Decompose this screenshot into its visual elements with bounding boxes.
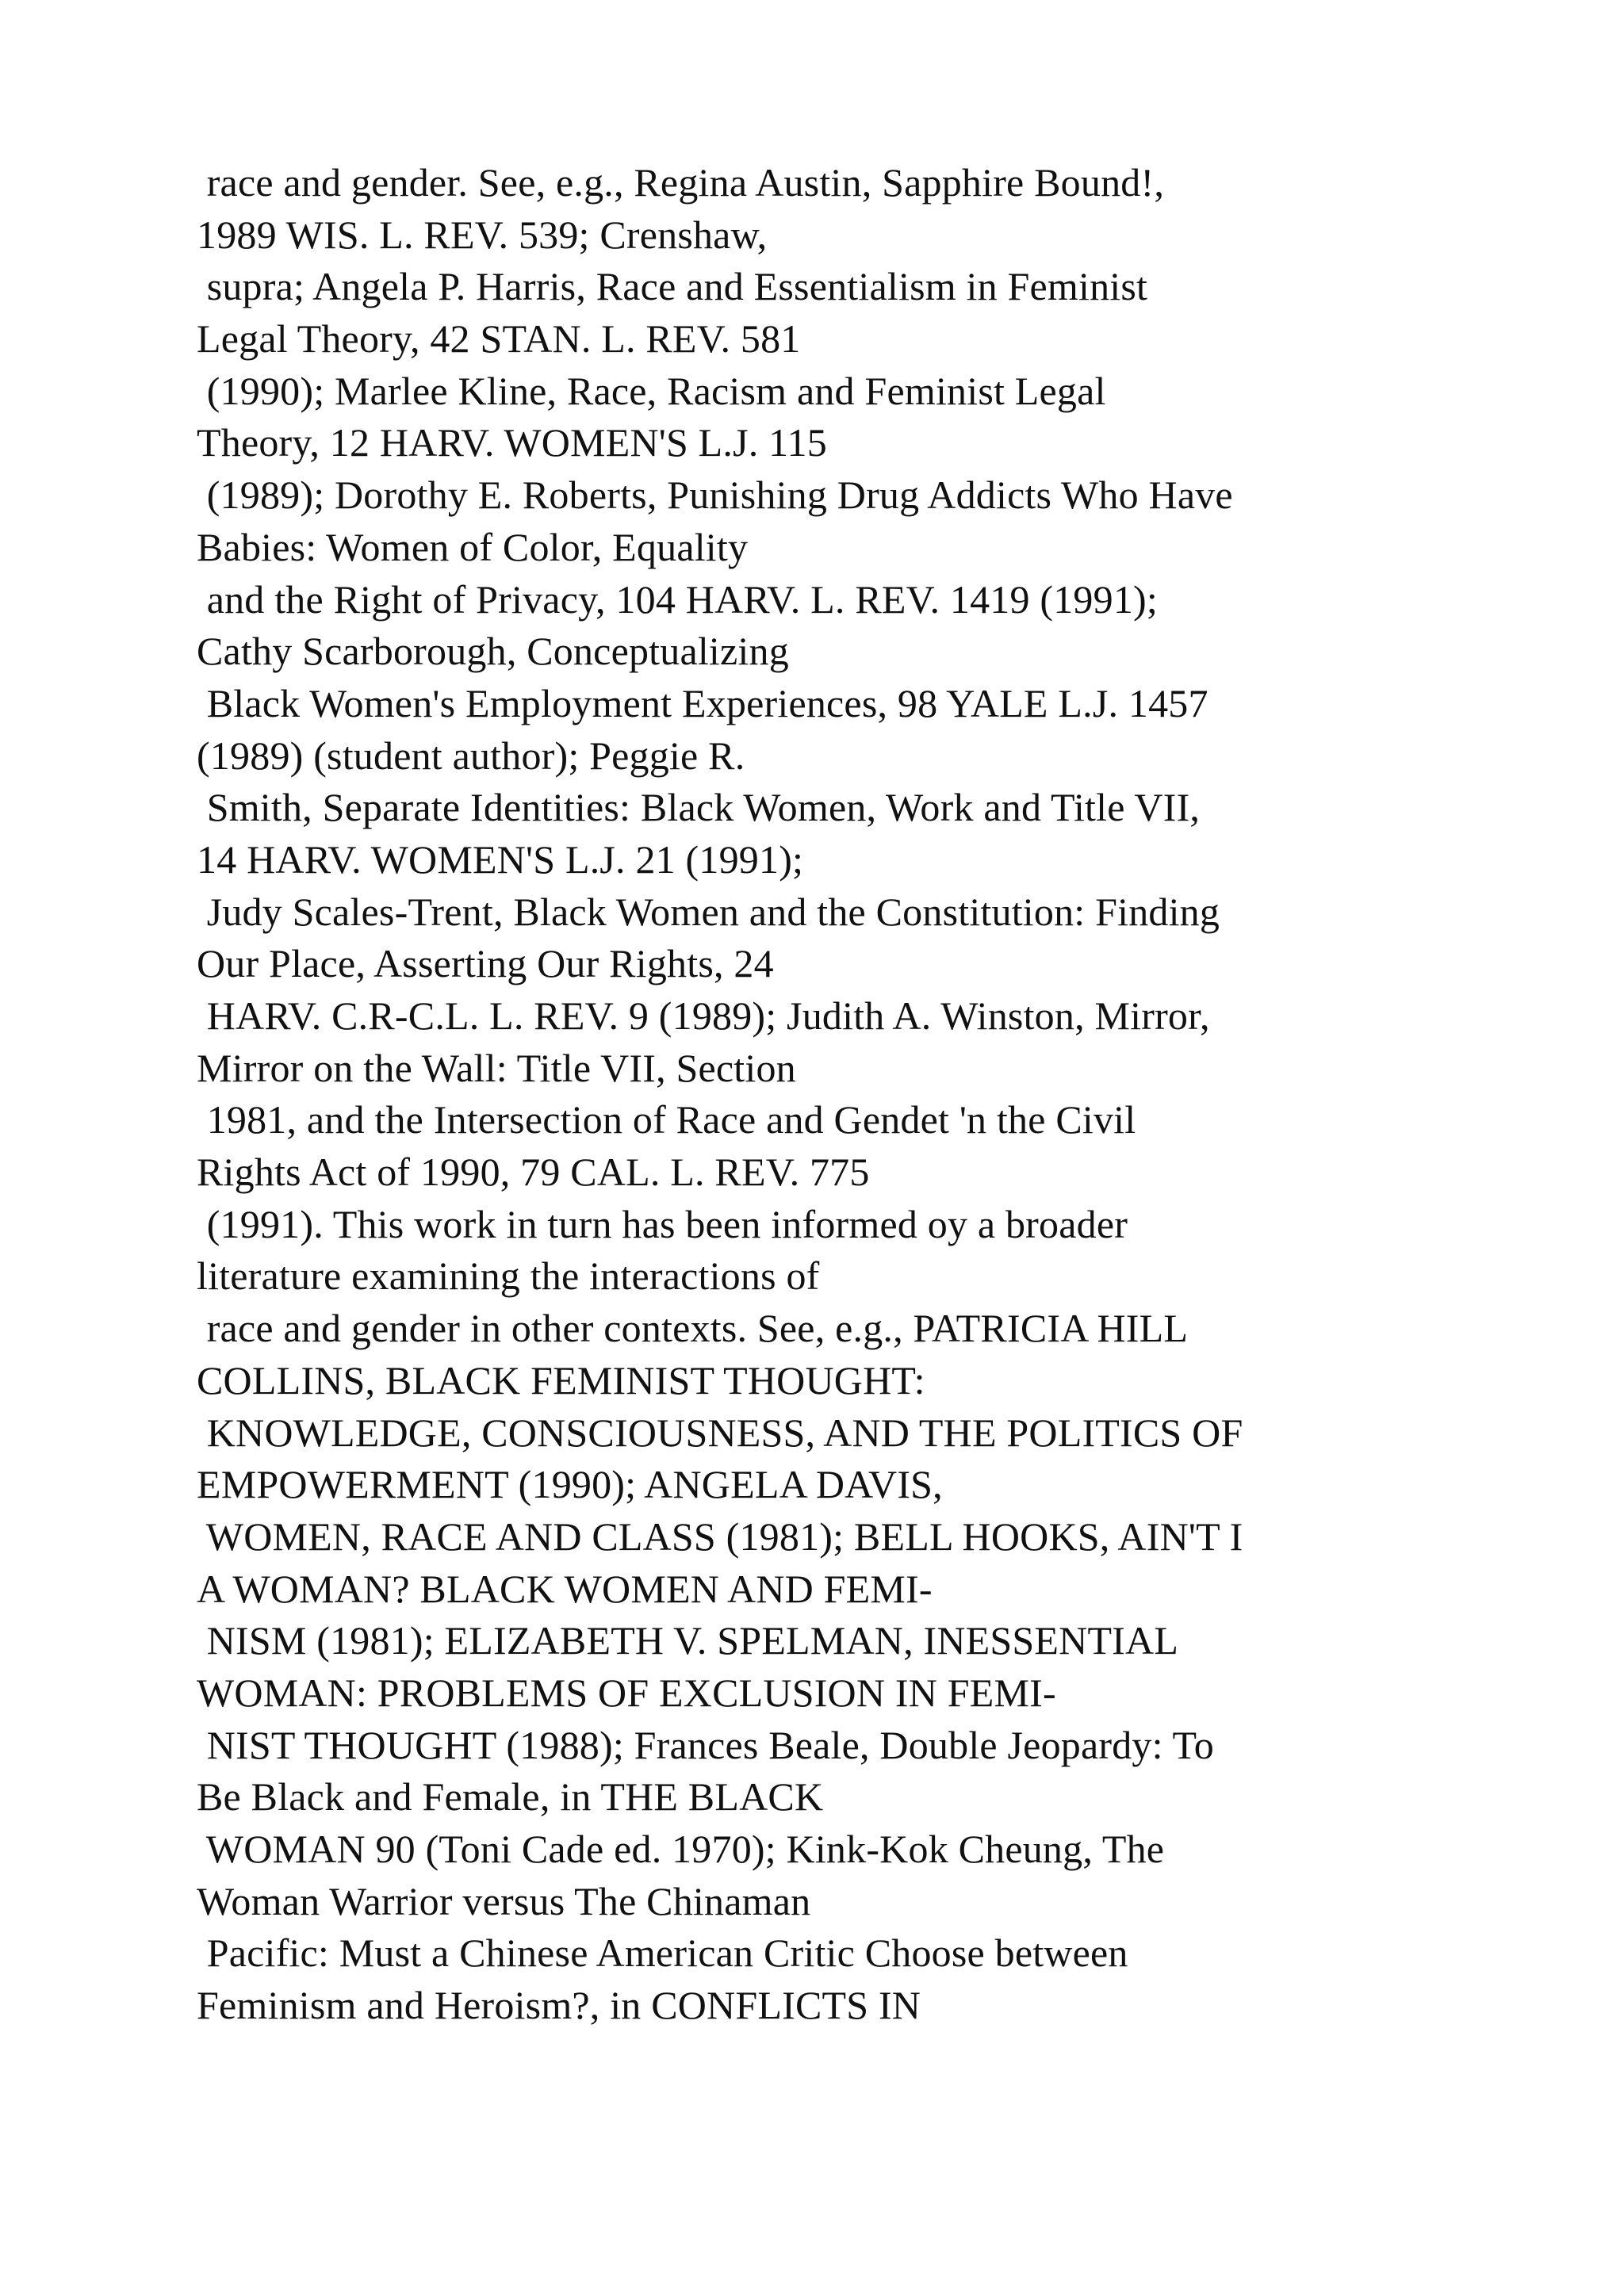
text-line: 1981, and the Intersection of Race and Gendet 'n the Civil xyxy=(197,1097,1136,1142)
text-line: race and gender. See, e.g., Regina Austin, Sapphire Bound!, xyxy=(197,160,1165,205)
text-line: (1990); Marlee Kline, Race, Racism and Feminist Legal xyxy=(197,368,1106,413)
text-line: Babies: Women of Color, Equality xyxy=(197,524,749,569)
text-line: NISM (1981); ELIZABETH V. SPELMAN, INESSENTIAL xyxy=(197,1618,1179,1663)
text-line: A WOMAN? BLACK WOMEN AND FEMI- xyxy=(197,1566,933,1611)
text-line: COLLINS, BLACK FEMINIST THOUGHT: xyxy=(197,1357,925,1402)
text-line: Be Black and Female, in THE BLACK xyxy=(197,1774,824,1820)
text-line: NIST THOUGHT (1988); Frances Beale, Double Jeopardy: To xyxy=(197,1722,1214,1767)
text-line: 14 HARV. WOMEN'S L.J. 21 (1991); xyxy=(197,836,804,882)
text-line: KNOWLEDGE, CONSCIOUSNESS, AND THE POLITICS OF xyxy=(197,1410,1243,1455)
text-line: Legal Theory, 42 STAN. L. REV. 581 xyxy=(197,316,801,362)
text-line: Judy Scales-Trent, Black Women and the Constitution: Finding xyxy=(197,889,1220,934)
text-line: Smith, Separate Identities: Black Women, Work and Title VII, xyxy=(197,785,1201,830)
text-line: Feminism and Heroism?, in CONFLICTS IN xyxy=(197,1983,921,2028)
text-line: (1989) (student author); Peggie R. xyxy=(197,733,745,778)
text-line: Cathy Scarborough, Conceptualizing xyxy=(197,629,789,674)
text-line: (1991). This work in turn has been informed oy a broader xyxy=(197,1201,1128,1246)
text-line: WOMAN 90 (Toni Cade ed. 1970); Kink-Kok Cheung, The xyxy=(197,1827,1165,1871)
text-line: race and gender in other contexts. See, e.g., PATRICIA HILL xyxy=(197,1306,1189,1351)
text-line: WOMEN, RACE AND CLASS (1981); BELL HOOKS, AIN'T I xyxy=(197,1513,1243,1559)
document-text xyxy=(197,157,1545,2032)
text-line: and the Right of Privacy, 104 HARV. L. REV. 1419 (1991); xyxy=(197,576,1158,622)
text-line: Theory, 12 HARV. WOMEN'S L.J. 115 xyxy=(197,420,827,465)
text-line: EMPOWERMENT (1990); ANGELA DAVIS, xyxy=(197,1462,943,1507)
text-line: HARV. C.R-C.L. L. REV. 9 (1989); Judith A. Winston, Mirror, xyxy=(197,993,1210,1038)
text-line: Mirror on the Wall: Title VII, Section xyxy=(197,1045,796,1090)
text-line: WOMAN: PROBLEMS OF EXCLUSION IN FEMI- xyxy=(197,1670,1056,1715)
text-line: Rights Act of 1990, 79 CAL. L. REV. 775 xyxy=(197,1150,870,1195)
text-line: (1989); Dorothy E. Roberts, Punishing Drug Addicts Who Have xyxy=(197,473,1233,518)
text-line: Woman Warrior versus The Chinaman xyxy=(197,1878,811,1923)
text-line: supra; Angela P. Harris, Race and Essentialism in Feminist xyxy=(197,264,1148,309)
text-line: Black Women's Employment Experiences, 98 YALE L.J. 1457 xyxy=(197,680,1208,725)
text-line: Our Place, Asserting Our Rights, 24 xyxy=(197,941,774,986)
text-line: literature examining the interactions of xyxy=(197,1253,820,1299)
text-line: 1989 WIS. L. REV. 539; Crenshaw, xyxy=(197,212,768,257)
text-line: Pacific: Must a Chinese American Critic Choose between xyxy=(197,1931,1128,1976)
